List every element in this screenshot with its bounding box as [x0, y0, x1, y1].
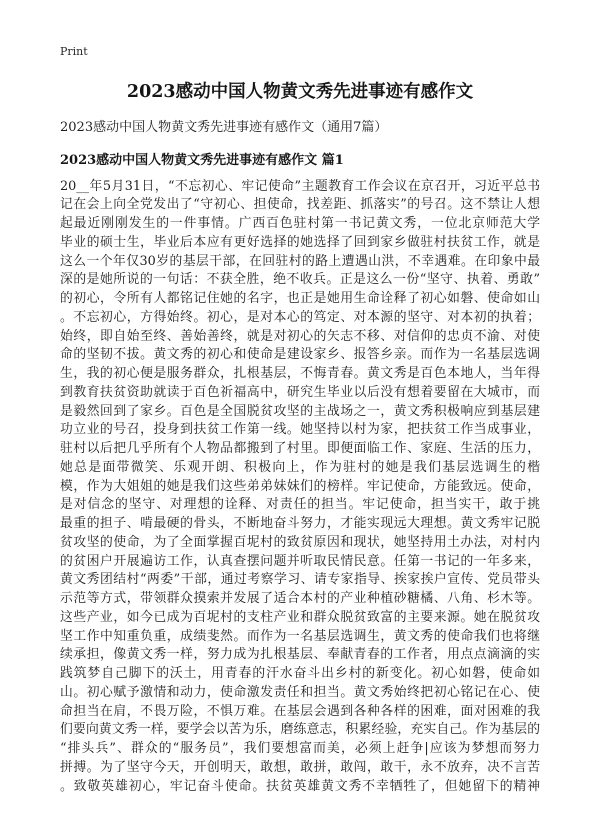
body-text-line: 深的是她所说的一句话：不获全胜，绝不收兵。正是这么一份“坚守、执着、勇敢” — [60, 272, 540, 288]
body-text-line: 毕业的硕士生，毕业后本应有更好选择的她选择了回到家乡做驻村扶贫工作，就是 — [60, 234, 540, 250]
body-text-line: 功立业的号召，投身到扶贫工作第一线。她坚持以村为家，把扶贫工作当成事业， — [60, 422, 540, 438]
body-text-line: 驻村以后把几乎所有个人物品都搬到了村里。即便面临工作、家庭、生活的压力， — [60, 441, 540, 456]
body-text-line: “排头兵”、群众的“服务员”，我们要想富而美，必须上赶争|应该为梦想而努力 — [60, 741, 540, 756]
body-text-line: 始终，即自始至终、善始善终，就是对初心的矢志不移、对信仰的忠贞不渝、对使 — [60, 328, 540, 344]
body-text-line: 的贫困户开展遍访工作，认真查摆问题并听取民情民意。任第一书记的一年多来， — [60, 553, 540, 569]
body-text-line: 。致敬英雄初心，牢记奋斗使命。扶贫英雄黄文秀不幸牺牲了，但她留下的精神 — [60, 778, 540, 794]
body-text-line: 起最近刚刚发生的一件事情。广西百色驻村第一书记黄文秀，一位北京师范大学 — [60, 216, 540, 231]
body-text-line: 的初心，令所有人都铭记住她的名字，也正是她用生命诠释了初心如磐、使命如山 — [60, 291, 540, 306]
body-text-line: 示范等方式，带领群众摸索并发展了适合本村的产业种植砂糖橘、八角、杉木等。 — [60, 591, 540, 606]
section-heading: 2023感动中国人物黄文秀先进事迹有感作文 篇1 — [60, 153, 344, 168]
body-text-line: 贫攻坚的使命，为了全面掌握百坭村的致贫原因和现状，她坚持用土办法，对村内 — [60, 534, 540, 550]
body-text-line: 是对信念的坚守、对理想的诠释、对责任的担当。牢记使命，担当实干，敢于挑 — [60, 497, 540, 513]
body-paragraph — [60, 178, 540, 797]
body-text-line: 践筑梦自己脚下的沃土，用青春的汗水奋斗出乡村的新变化。初心如磐，使命如 — [60, 666, 540, 681]
body-text-line: 她总是面带微笑、乐观开朗、积极向上，作为驻村的她是我们基层选调生的楷 — [60, 459, 540, 475]
print-header-label: Print — [60, 45, 88, 58]
body-text-line: 拼搏。为了坚守今天，开创明天，敢想，敢拼，敢闯，敢干，永不放弃，决不言苦 — [60, 759, 540, 775]
body-text-line: 们要向黄文秀一样，要学会以苦为乐，磨练意志，积累经验，充实自己。作为基层的 — [60, 722, 540, 738]
document-title: 2023感动中国人物黄文秀先进事迹有感作文 — [126, 82, 474, 102]
body-text-line: 这些产业，如今已成为百坭村的支柱产业和群众脱贫致富的主要来源。她在脱贫攻 — [60, 609, 540, 625]
body-text-line: 到教育扶贫资助就读于百色祈福高中，研究生毕业以后没有想着要留在大城市，而 — [60, 384, 540, 400]
body-text-line: 坚工作中知重负重，成绩斐然。而作为一名基层选调生，黄文秀的使命我们也将继 — [60, 628, 540, 644]
body-text-line: 最重的担子、啃最硬的骨头，不断地奋斗努力，才能实现远大理想。黄文秀牢记脱 — [60, 516, 540, 531]
body-text-line: 命担当在肩，不畏万险，不惧万难。在基层会遇到各种各样的困难，面对困难的我 — [60, 703, 540, 719]
body-text-line: 这么一个年仅30岁的基层干部，在回驻村的路上遭遇山洪，不幸遇难。在印象中最 — [60, 253, 540, 269]
body-text-line: 是毅然回到了家乡。百色是全国脱贫攻坚的主战场之一，黄文秀积极响应到基层建 — [60, 403, 540, 419]
body-text-line: 记在会上向全党发出了“守初心、担使命，找差距、抓落实”的号召。这不禁让人想 — [60, 197, 540, 213]
document-subtitle: 2023感动中国人物黄文秀先进事迹有感作文（通用7篇） — [60, 120, 388, 135]
body-text-line: 20__年5月31日，“不忘初心、牢记使命”主题教育工作会议在京召开，习近平总书 — [60, 178, 540, 194]
body-text-line: 续承担，像黄文秀一样，努力成为扎根基层、奉献青春的工作者，用点点滴滴的实 — [60, 647, 540, 663]
body-text-line: 黄文秀团结村“两委”干部，通过考察学习、请专家指导、挨家挨户宣传、党员带头 — [60, 572, 540, 588]
body-text-line: 模，作为大姐姐的她是我们这些弟弟妹妹们的榜样。牢记使命，方能致远。使命， — [60, 478, 540, 494]
body-text-line: 生，我的初心便是服务群众，扎根基层，不悔青春。黄文秀是百色本地人，当年得 — [60, 366, 540, 381]
body-text-line: 命的坚韧不拔。黄文秀的初心和使命是建设家乡、报答乡亲。而作为一名基层选调 — [60, 347, 540, 363]
body-text-line: 。不忘初心，方得始终。初心，是对本心的笃定、对本源的坚守、对本初的执着； — [60, 309, 540, 325]
body-text-line: 山。初心赋予激情和动力，使命激发责任和担当。黄文秀始终把初心铭记在心、使 — [60, 684, 540, 700]
